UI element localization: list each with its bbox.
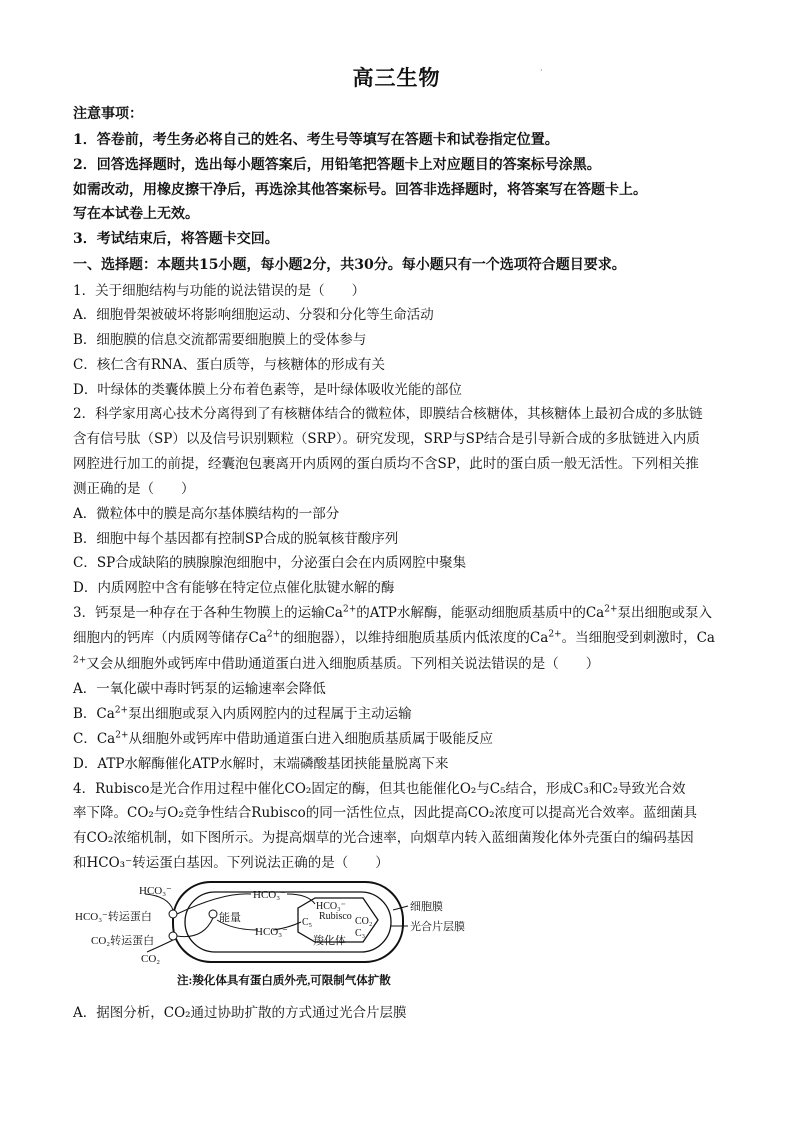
- q3-option-b: [73, 704, 723, 724]
- text-fragment: 泵出细胞或泵入内质网腔内的过程属于主动运输: [128, 706, 412, 722]
- text-fragment: B．Ca: [73, 706, 115, 722]
- label-c5: C₅: [302, 917, 313, 928]
- text-fragment: 3．钙泵是一种存在于各种生物膜上的运输Ca: [73, 605, 343, 621]
- transporter-icon: [209, 910, 217, 918]
- co2-transporter-icon: [169, 932, 177, 940]
- text-fragment: 从细胞外或钙库中借助通道蛋白进入细胞质基质属于吸能反应: [128, 731, 493, 747]
- q1-stem: 1．关于细胞结构与功能的说法错误的是（ ）: [73, 283, 366, 299]
- label-cell-membrane: 细胞膜: [410, 901, 443, 913]
- label-hco3-lower: HCO₃⁻: [255, 926, 288, 938]
- superscript: 2+: [548, 629, 562, 640]
- q2-stem-line: 含有信号肽（SP）以及信号识别颗粒（SRP）。研究发现，SRP与SP结合是引导新合成的多肽链进入内质: [73, 431, 700, 447]
- superscript: 2+: [114, 705, 129, 716]
- q4-stem-line: 4．Rubisco是光合作用过程中催化CO₂固定的酶，但其也能催化O₂与C₅结合，形成C₃和C₂导致光合效: [73, 781, 686, 797]
- q4-stem-line: 有CO₂浓缩机制，如下图所示。为提高烟草的光合速率，向烟草内转入蓝细菌羧化体外壳蛋白的编码基因: [73, 830, 694, 846]
- q2-option-b: B．细胞中每个基因都有控制SP合成的脱氧核苷酸序列: [73, 531, 399, 547]
- text-fragment: 泵出细胞或泵入: [617, 605, 713, 621]
- label-thylakoid: 光合片层膜: [410, 921, 465, 933]
- q1-option-d: D．叶绿体的类囊体膜上分布着色素等，是叶绿体吸收光能的部位: [73, 382, 462, 398]
- label-hco3-inside: HCO₃⁻: [316, 901, 346, 912]
- label-co2-outside: CO₂: [141, 953, 161, 965]
- superscript: 2+: [115, 730, 129, 741]
- text-fragment: 的ATP水解酶，能驱动细胞质基质中的Ca: [356, 605, 605, 621]
- label-carboxysome: 羧化体: [313, 935, 346, 947]
- superscript: 2+: [266, 629, 281, 640]
- label-hco3-transporter: HCO₃⁻转运蛋白: [75, 911, 152, 923]
- q2-option-a: A．微粒体中的膜是高尔基体膜结构的一部分: [73, 506, 340, 522]
- co2-concentrating-diagram: [73, 880, 493, 990]
- hco3-transporter-icon: [169, 910, 177, 918]
- notice-item: 1．答卷前，考生务必将自己的姓名、考生号等填写在答题卡和试卷指定位置。: [73, 132, 559, 148]
- notice-heading: 注意事项：: [73, 106, 143, 122]
- superscript: 2+: [342, 604, 357, 615]
- q4-stem-line: 和HCO₃⁻转运蛋白基因。下列说法正确的是（ ）: [73, 855, 389, 871]
- q3-option-d: D．ATP水解酶催化ATP水解时，末端磷酸基团挟能量脱离下来: [73, 756, 449, 772]
- notice-item: 如需改动，用橡皮擦干净后，再选涂其他答案标号。回答非选择题时，将答案写在答题卡上。: [73, 182, 647, 198]
- q2-option-d: D．内质网腔中含有能够在特定位点催化肽键水解的酶: [73, 580, 395, 596]
- text-fragment: 的细胞器），以维持细胞质基质内低浓度的Ca: [280, 630, 549, 646]
- notice-item: 写在本试卷上无效。: [73, 206, 199, 222]
- label-co2-transporter: CO₂转运蛋白: [91, 935, 155, 947]
- text-fragment: 细胞内的钙库（内质网等储存Ca: [73, 630, 267, 646]
- text-fragment: 又会从细胞外或钙库中借助通道蛋白进入细胞质基质。下列相关说法错误的是（ ）: [86, 656, 600, 672]
- section-heading: 一、选择题：本题共15小题，每小题2分，共30分。每小题只有一个选项符合题目要求。: [73, 257, 626, 273]
- text-fragment: 。当细胞受到刺激时，Ca: [561, 630, 715, 646]
- q1-option-a: A．细胞骨架被破坏将影响细胞运动、分裂和分化等生命活动: [73, 307, 434, 323]
- label-energy: 能量: [219, 912, 241, 924]
- q4-option-a: A．据图分析，CO₂通过协助扩散的方式通过光合片层膜: [73, 1005, 407, 1021]
- label-hco3-mid: HCO₃⁻: [253, 889, 286, 901]
- q1-option-b: B．细胞膜的信息交流都需要细胞膜上的受体参与: [73, 332, 367, 348]
- label-rubisco: Rubisco: [319, 911, 352, 922]
- q1-option-c: C．核仁含有RNA、蛋白质等，与核糖体的形成有关: [73, 357, 386, 373]
- label-hco3-outside: HCO₃⁻: [139, 885, 172, 897]
- page-title: 高三生物: [352, 65, 441, 90]
- arrow-icon: [287, 894, 315, 904]
- q3-option-a: A．一氧化碳中毒时钙泵的运输速率会降低: [73, 681, 326, 697]
- diagram-note: 注:羧化体具有蛋白质外壳,可限制气体扩散: [177, 975, 391, 987]
- q3-stem-line: [73, 654, 723, 674]
- arrow-icon: [177, 918, 213, 937]
- q2-option-c: C．SP合成缺陷的胰腺腺泡细胞中，分泌蛋白会在内质网腔中聚集: [73, 555, 467, 571]
- scan-dot: ·: [540, 66, 543, 75]
- q2-stem-line: 2．科学家用离心技术分离得到了有核糖体结合的微粒体，即膜结合核糖体，其核糖体上最初合成的多肽链: [73, 406, 703, 422]
- label-c3: C₃: [355, 928, 366, 939]
- q3-stem-line: [73, 628, 723, 648]
- text-fragment: C．Ca: [73, 731, 116, 747]
- notice-item: 2．回答选择题时，选出每小题答案后，用铅笔把答题卡上对应题目的答案标号涂黑。: [73, 157, 601, 173]
- superscript: 2+: [604, 604, 618, 615]
- q4-stem-line: 率下降。CO₂与O₂竞争性结合Rubisco的同一活性位点，因此提高CO₂浓度可以提高光合效率。蓝细菌具: [73, 805, 698, 821]
- q2-stem-line: 网腔进行加工的前提，经囊泡包裹离开内质网的蛋白质均不含SP，此时的蛋白质一般无活性。下列相关推: [73, 456, 699, 472]
- q3-option-c: [73, 729, 723, 749]
- q3-stem-line: [73, 603, 723, 623]
- label-co2-inside: CO₂: [355, 916, 373, 927]
- q2-stem-line: 测正确的是（ ）: [73, 481, 195, 497]
- superscript: 2+: [73, 655, 87, 666]
- notice-item: 3．考试结束后，将答题卡交回。: [73, 231, 279, 247]
